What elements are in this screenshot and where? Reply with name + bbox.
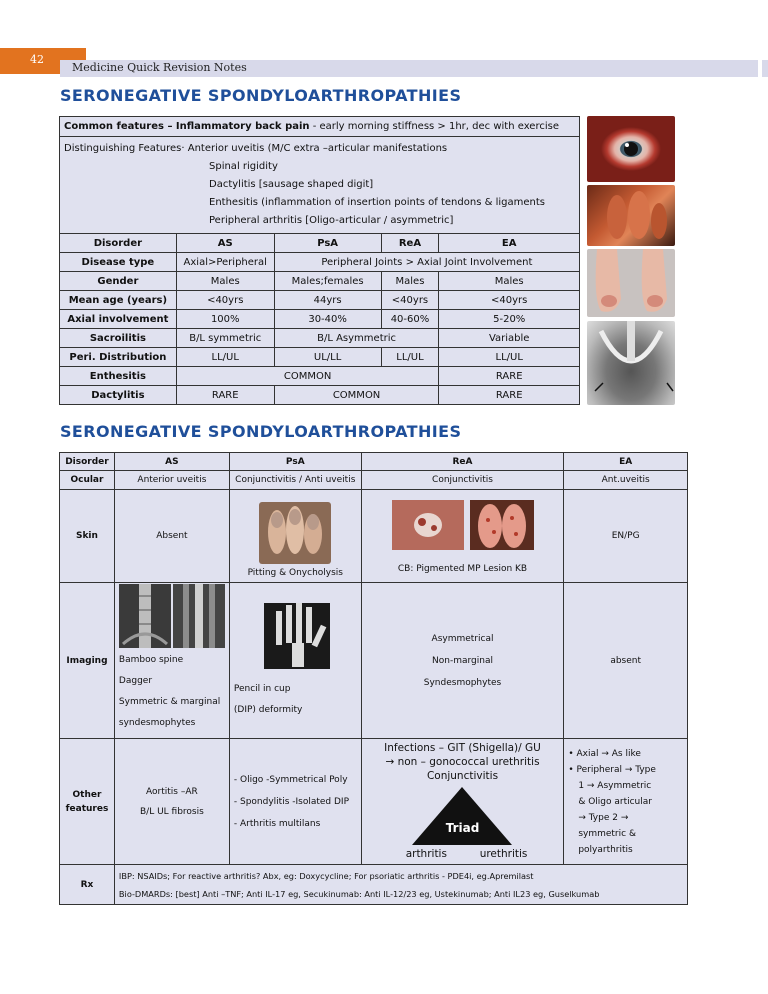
distinguishing-item: Dactylitis [sausage shaped digit] bbox=[209, 179, 374, 190]
other-rea-line: Conjunctivitis bbox=[426, 770, 499, 782]
skin-row bbox=[60, 490, 688, 583]
distinguishing-row bbox=[60, 137, 580, 234]
cell: B/L Asymmetric bbox=[274, 329, 439, 348]
enthesitis-heel-photo bbox=[587, 249, 675, 317]
imaging-psa-line: Pencil in cup bbox=[233, 684, 291, 694]
cell: Conjunctivitis / Anti uveitis bbox=[229, 471, 361, 490]
imaging-row bbox=[60, 583, 688, 739]
col-header: EA bbox=[439, 234, 580, 253]
cell: Males bbox=[176, 272, 274, 291]
mean-age-row bbox=[60, 291, 580, 310]
ocular-row bbox=[60, 471, 688, 490]
cell: RARE bbox=[439, 367, 580, 386]
row-label: Disease type bbox=[60, 253, 177, 272]
cell bbox=[229, 490, 361, 583]
cell bbox=[114, 583, 229, 739]
imaging-rea-line: Asymmetrical bbox=[431, 633, 494, 644]
cell: <40yrs bbox=[381, 291, 439, 310]
cell: COMMON bbox=[176, 367, 439, 386]
other-ea-line: & Oligo articular bbox=[578, 796, 652, 807]
col-header: AS bbox=[176, 234, 274, 253]
rx-row bbox=[60, 865, 688, 905]
imaging-rea-line: Non-marginal bbox=[432, 655, 493, 666]
other-features-row bbox=[60, 739, 688, 865]
cell bbox=[229, 583, 361, 739]
skin-rea-caption: CB: Pigmented MP Lesion KB bbox=[397, 564, 528, 574]
row-label: Axial involvement bbox=[60, 310, 177, 329]
keratoderma-feet-photo bbox=[470, 500, 534, 550]
row-label: Ocular bbox=[60, 471, 115, 490]
page-number: 42 bbox=[30, 53, 44, 66]
bamboo-spine-xray bbox=[119, 584, 171, 648]
col-header: ReA bbox=[361, 453, 564, 471]
imaging-as-line: syndesmophytes bbox=[118, 718, 196, 728]
cell: 100% bbox=[176, 310, 274, 329]
dactylitis-photo bbox=[587, 185, 675, 246]
row-label: Other features bbox=[60, 739, 115, 865]
cell: 30-40% bbox=[274, 310, 381, 329]
cell: 44yrs bbox=[274, 291, 381, 310]
header-row bbox=[60, 234, 580, 253]
eye-uveitis-photo bbox=[587, 116, 675, 182]
cell: Ant.uveitis bbox=[564, 471, 688, 490]
cell: Absent bbox=[114, 490, 229, 583]
header-row bbox=[60, 453, 688, 471]
cell: UL/LL bbox=[274, 348, 381, 367]
comparison-table bbox=[59, 452, 688, 905]
pelvis-xray-photo bbox=[587, 321, 675, 405]
imaging-as-line: Symmetric & marginal bbox=[118, 697, 221, 707]
dactylitis-row bbox=[60, 386, 580, 405]
cell: LL/UL bbox=[439, 348, 580, 367]
other-ea-line: 1 → Asymmetric bbox=[578, 780, 652, 791]
lesion-photo bbox=[392, 500, 464, 550]
distinguishing-item: Anterior uveitis (M/C extra –articular manifestations bbox=[187, 143, 448, 154]
distinguishing-item: Enthesitis (inflammation of insertion points of tendons & ligaments bbox=[209, 197, 545, 208]
running-header-end bbox=[762, 60, 768, 77]
other-psa-line: - Arthritis multilans bbox=[233, 818, 321, 829]
triad-triangle bbox=[362, 785, 562, 847]
other-psa-line: - Oligo -Symmetrical Poly bbox=[233, 774, 348, 785]
cell: Conjunctivitis bbox=[361, 471, 564, 490]
cell: RARE bbox=[439, 386, 580, 405]
cell: EN/PG bbox=[564, 490, 688, 583]
cell: RARE bbox=[176, 386, 274, 405]
cell: 5-20% bbox=[439, 310, 580, 329]
col-header: Disorder bbox=[60, 453, 115, 471]
row-label: Skin bbox=[60, 490, 115, 583]
other-rea-line: → non – gonococcal urethritis bbox=[385, 756, 540, 768]
triad-label: Triad bbox=[445, 821, 480, 835]
imaging-as-line: Dagger bbox=[118, 676, 153, 686]
cell: Axial>Peripheral bbox=[176, 253, 274, 272]
distinguishing-item: Peripheral arthritis [Oligo-articular / asymmetric] bbox=[209, 215, 454, 226]
other-ea-line: • Axial → As like bbox=[568, 748, 641, 759]
running-title: Medicine Quick Revision Notes bbox=[72, 61, 247, 74]
other-ea-line: → Type 2 → bbox=[578, 812, 629, 823]
imaging-psa-line: (DIP) deformity bbox=[233, 705, 303, 715]
disease-type-row bbox=[60, 253, 580, 272]
rx-line: IBP: NSAIDs; For reactive arthritis? Abx, eg: Doxycycline; For psoriatic arthritis - PDE4i, eg.Apremilast bbox=[118, 870, 534, 881]
cell: <40yrs bbox=[176, 291, 274, 310]
common-features-cell bbox=[60, 117, 580, 137]
running-header bbox=[60, 60, 758, 77]
row-label: Imaging bbox=[60, 583, 115, 739]
col-header: AS bbox=[114, 453, 229, 471]
cell: COMMON bbox=[274, 386, 439, 405]
other-ea-line: • Peripheral → Type bbox=[568, 764, 656, 775]
other-rea-line: Infections – GIT (Shigella)/ GU bbox=[384, 742, 541, 754]
cell bbox=[229, 739, 361, 865]
col-header: Disorder bbox=[60, 234, 177, 253]
cell: Anterior uveitis bbox=[114, 471, 229, 490]
gender-row bbox=[60, 272, 580, 291]
row-label: Mean age (years) bbox=[60, 291, 177, 310]
cell: 40-60% bbox=[381, 310, 439, 329]
row-label: Gender bbox=[60, 272, 177, 291]
imaging-as-line: Bamboo spine bbox=[118, 655, 184, 665]
common-features-row bbox=[60, 117, 580, 137]
other-ea-line: symmetric & bbox=[578, 828, 636, 839]
row-label: Sacroilitis bbox=[60, 329, 177, 348]
other-psa-line: - Spondylitis -Isolated DIP bbox=[233, 796, 350, 807]
cell: Males bbox=[439, 272, 580, 291]
col-header: EA bbox=[564, 453, 688, 471]
sacroiliitis-row bbox=[60, 329, 580, 348]
distinguishing-label: Distinguishing Features bbox=[64, 143, 182, 154]
dagger-sign-xray bbox=[173, 584, 225, 648]
imaging-rea-line: Syndesmophytes bbox=[423, 677, 502, 688]
distinguishing-cell: Distinguishing Features· Anterior uveitis (M/C extra –articular manifestations Spinal rigidity Dactylitis [sausage shaped digit] Enthesitis (inflammation of insertion points of tendons & ligaments Peripheral arthritis [Oligo-articular / asymmetric] bbox=[60, 137, 580, 234]
other-as-line: Aortitis –AR bbox=[146, 786, 198, 797]
peri-distribution-row bbox=[60, 348, 580, 367]
cell bbox=[361, 490, 564, 583]
cell bbox=[361, 583, 564, 739]
skin-psa-caption: Pitting & Onycholysis bbox=[247, 568, 343, 578]
col-header: PsA bbox=[274, 234, 381, 253]
features-table bbox=[59, 116, 580, 405]
cell: Males;females bbox=[274, 272, 381, 291]
cell: LL/UL bbox=[176, 348, 274, 367]
row-label: Rx bbox=[60, 865, 115, 905]
cell bbox=[564, 739, 688, 865]
row-label: Peri. Distribution bbox=[60, 348, 177, 367]
cell bbox=[361, 739, 564, 865]
enthesitis-row bbox=[60, 367, 580, 386]
col-header: PsA bbox=[229, 453, 361, 471]
cell: B/L symmetric bbox=[176, 329, 274, 348]
triad-arthritis: arthritis bbox=[405, 848, 447, 860]
cell bbox=[114, 739, 229, 865]
row-label: Enthesitis bbox=[60, 367, 177, 386]
hand-xray bbox=[264, 603, 330, 669]
other-as-line: B/L UL fibrosis bbox=[139, 806, 204, 817]
section-heading-1: SERONEGATIVE SPONDYLOARTHROPATHIES bbox=[60, 86, 462, 105]
triad-urethritis: urethritis bbox=[479, 848, 528, 860]
cell: LL/UL bbox=[381, 348, 439, 367]
common-features-title: Common features – Inflammatory back pain bbox=[64, 121, 310, 132]
common-features-desc: - early morning stiffness > 1hr, dec with exercise bbox=[309, 121, 559, 132]
distinguishing-item: Spinal rigidity bbox=[209, 161, 278, 172]
rx-line: Bio-DMARDs: [best] Anti –TNF; Anti IL-17 eg, Secukinumab: Anti IL-12/23 eg, Ustekinumab; Anti IL23 eg, Guselkumab bbox=[118, 888, 600, 899]
other-ea-line: polyarthritis bbox=[578, 844, 633, 855]
col-header: ReA bbox=[381, 234, 439, 253]
row-label: Dactylitis bbox=[60, 386, 177, 405]
cell: Variable bbox=[439, 329, 580, 348]
cell: <40yrs bbox=[439, 291, 580, 310]
cell bbox=[114, 865, 687, 905]
cell: absent bbox=[564, 583, 688, 739]
cell: Males bbox=[381, 272, 439, 291]
cell: Peripheral Joints > Axial Joint Involvement bbox=[274, 253, 579, 272]
section-heading-2: SERONEGATIVE SPONDYLOARTHROPATHIES bbox=[60, 422, 462, 441]
nail-pitting-photo bbox=[259, 502, 331, 564]
axial-row bbox=[60, 310, 580, 329]
